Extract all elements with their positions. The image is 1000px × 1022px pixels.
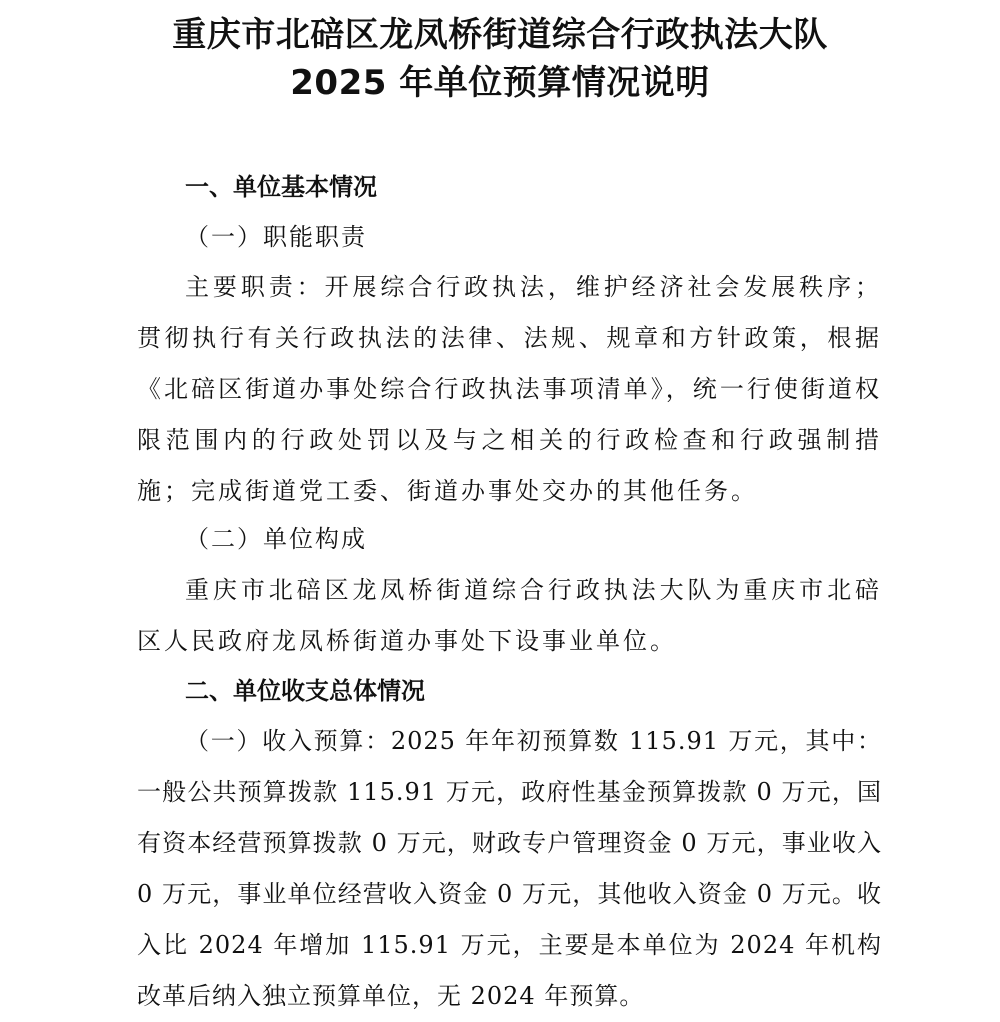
section1-heading: 一、单位基本情况 [185,173,377,201]
section1-sub1-heading: （一）职能职责 [185,223,367,251]
section1-sub2-paragraph: 重庆市北碚区龙凤桥街道综合行政执法大队为重庆市北碚区人民政府龙凤桥街道办事处下设事业单位。 [137,576,882,655]
section1-sub1-paragraph: 主要职责：开展综合行政执法，维护经济社会发展秩序；贯彻执行有关行政执法的法律、法规、规章和方针政策，根据《北碚区街道办事处综合行政执法事项清单》，统一行使街道权限范围内的行政处罚以及与之相关的行政检查和行政强制措施；完成街道党工委、街道办事处交办的其他任务。 [137,273,882,505]
section2-income-paragraph: （一）收入预算：2025 年年初预算数 115.91 万元，其中：一般公共预算拨款 115.91 万元，政府性基金预算拨款 0 万元，国有资本经营预算拨款 0 万元，财政专户管理资金 0 万元，事业收入 0 万元，事业单位经营收入资金 0 万元，其他收入资金 0 万元。收入比 2024 年增加 115.91 万元，主要是本单位为 2024 年机构改革后纳入独立预算单位，无 2024 年预算。 [137,727,882,1010]
document-title-line1: 重庆市北碚区龙凤桥街道综合行政执法大队 [172,15,828,55]
document-title-line2: 2025 年单位预算情况说明 [290,63,710,103]
section2-heading: 二、单位收支总体情况 [185,677,425,705]
section1-sub2-heading: （二）单位构成 [185,525,367,553]
